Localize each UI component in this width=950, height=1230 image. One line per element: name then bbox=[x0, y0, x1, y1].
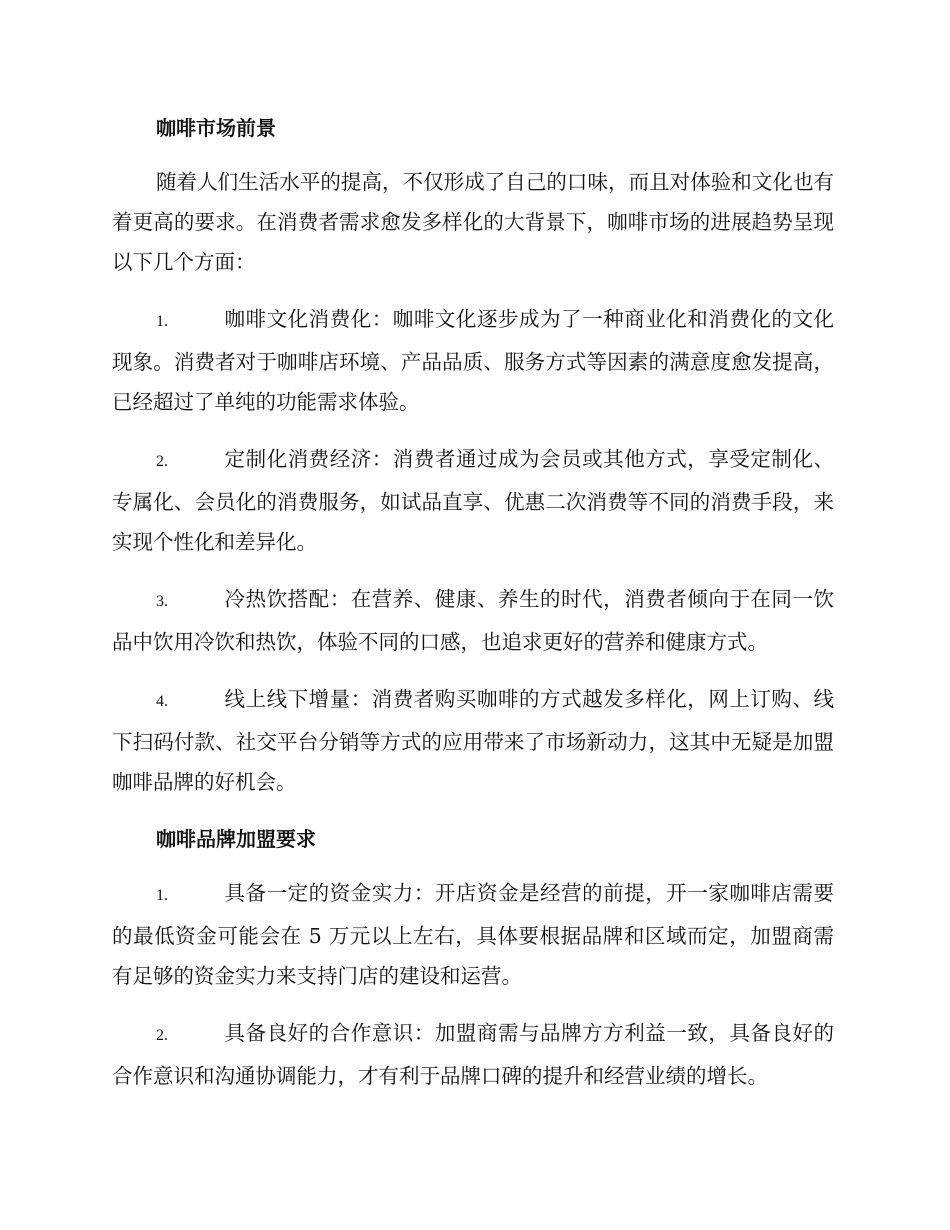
list-item bbox=[112, 439, 834, 562]
list-item-text: 冷热饮搭配：在营养、健康、养生的时代，消费者倾向于在同一饮品中饮用冷饮和热饮，体验不同的口感，也追求更好的营养和健康方式。 bbox=[112, 587, 834, 654]
list-item bbox=[112, 1013, 834, 1096]
list-number: 1. bbox=[156, 313, 168, 330]
list-number: 3. bbox=[156, 593, 168, 610]
list-item bbox=[112, 679, 834, 802]
list-item-text: 线上线下增量：消费者购买咖啡的方式越发多样化，网上订购、线下扫码付款、社交平台分销等方式的应用带来了市场新动力，这其中无疑是加盟咖啡品牌的好机会。 bbox=[112, 687, 834, 794]
list-item-text: 具备良好的合作意识：加盟商需与品牌方方利益一致，具备良好的合作意识和沟通协调能力，才有利于品牌口碑的提升和经营业绩的增长。 bbox=[112, 1021, 834, 1088]
list-number: 2. bbox=[156, 453, 168, 470]
section-heading-franchise-requirements: 咖啡品牌加盟要求 bbox=[156, 827, 316, 851]
list-item bbox=[112, 299, 834, 422]
section-heading-market-outlook: 咖啡市场前景 bbox=[156, 116, 276, 140]
list-item-text: 具备一定的资金实力：开店资金是经营的前提，开一家咖啡店需要的最低资金可能会在 5 万元以上左右，具体要根据品牌和区域而定，加盟商需有足够的资金实力来支持门店的建设和运营。 bbox=[112, 881, 834, 988]
list-item bbox=[112, 873, 834, 996]
list-item-text: 定制化消费经济：消费者通过成为会员或其他方式，享受定制化、专属化、会员化的消费服务，如试品直享、优惠二次消费等不同的消费手段，来实现个性化和差异化。 bbox=[112, 447, 834, 554]
list-number: 4. bbox=[156, 693, 168, 710]
document-page bbox=[112, 108, 834, 1096]
list-item bbox=[112, 579, 834, 662]
list-item-text: 咖啡文化消费化：咖啡文化逐步成为了一种商业化和消费化的文化现象。消费者对于咖啡店环境、产品品质、服务方式等因素的满意度愈发提高，已经超过了单纯的功能需求体验。 bbox=[112, 307, 834, 414]
list-number: 1. bbox=[156, 887, 168, 904]
intro-paragraph: 随着人们生活水平的提高，不仅形成了自己的口味，而且对体验和文化也有着更高的要求。在消费者需求愈发多样化的大背景下，咖啡市场的进展趋势呈现以下几个方面： bbox=[112, 170, 834, 274]
list-number: 2. bbox=[156, 1027, 168, 1044]
